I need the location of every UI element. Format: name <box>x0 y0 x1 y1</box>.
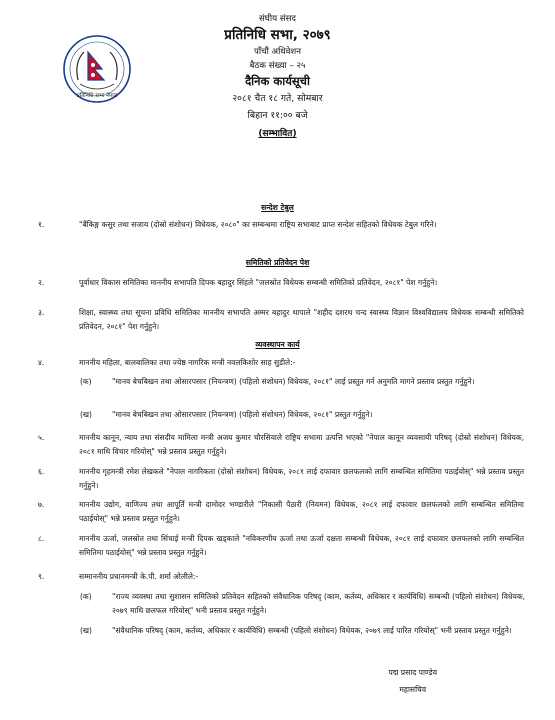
agenda-time: बिहान ११:०० बजे <box>247 110 308 121</box>
item-text: पूर्वाधार विकास समितिका माननीय सभापति दिपक बहादुर सिंहले "जलस्रोत विधेयक सम्बन्धी समितिको प्रतिवेदन, २०८१" पेश गर्नुहुने। <box>79 278 438 287</box>
section-committee-report: समितिको प्रतिवेदन पेश <box>245 258 310 267</box>
subitem-number: (क) <box>80 377 92 386</box>
daily-agenda-title: दैनिक कार्यसूची <box>245 74 310 88</box>
subitem-text: "संवैधानिक परिषद् (काम, कर्तव्य, अधिकार र कार्यविधि) सम्बन्धी (पहिलो संशोधन) विधेयक, २०७९ लाई पारित गरियोस्" भनी प्रस्ताव प्रस्तुत गर्नुहुने। <box>112 626 512 635</box>
signatory-name: पद्म प्रसाद पाण्डेय <box>388 668 437 677</box>
session-label: पाँचौं अधिवेशन <box>254 47 301 57</box>
subitem-text: "राज्य व्यवस्था तथा सुशासन समितिको प्रतिवेदन सहितको संवैधानिक परिषद् (काम, कर्तव्य, अधिकार र कार्यविधि) सम्बन्धी (पहिलो संशोधन) विधेयक, २०७९ माथि छलफल गरियोस्" भनी प्रस्ताव प्रस्तुत गर्नुहुने। <box>112 592 525 615</box>
item-text: शिक्षा, स्वास्थ्य तथा सूचना प्रविधि समितिका माननीय सभापति अम्मर बहादुर थापाले "शहीद दशरथ चन्द स्वास्थ्य विज्ञान विश्वविद्यालय विधेयक सम्बन्धी समितिको प्रतिवेदन, २०८१" पेश गर्नुहुने। <box>79 308 524 331</box>
item-number: २. <box>38 278 45 287</box>
item-text: माननीय उद्योग, वाणिज्य तथा आपूर्ति मन्त्री दामोदर भण्डारीले "निकासी पैठारी (नियमन) विधेयक, २०८१ लाई दफावार छलफलको लागि सम्बन्धित समितिमा पठाईयोस्" भन्ने प्रस्ताव प्रस्तुत गर्नुहुने। <box>79 500 524 523</box>
item-text: माननीय गृहमन्त्री रमेश लेखकले "नेपाल नागरिकता (दोस्रो संशोधन) विधेयक, २०८१ लाई दफावार छलफलको लागि सम्बन्धित समितिमा पठाईयोस्" भन्ने प्रस्ताव प्रस्तुत गर्नुहुने। <box>79 467 524 490</box>
item-text: सम्माननीय प्रधानमन्त्री के.पी. शर्मा ओलीले:- <box>79 572 199 581</box>
signature-block <box>388 664 437 698</box>
item-number: ८. <box>38 534 45 543</box>
subitem-text: "मानव बेचबिखन तथा ओसारपसार (नियन्त्रण) (पहिलो संशोधन) विधेयक, २०८१" लाई प्रस्तुत गर्न अनुमति मागने प्रस्ताव प्रस्तुत गर्नुहुने। <box>112 377 475 386</box>
item-number: ६. <box>38 467 45 476</box>
section-message-table: सन्देश टेबुल <box>261 203 294 212</box>
item-text: माननीय कानून, न्याय तथा संसदीय मामिला मन्त्री अजय कुमार चौरसियाले राष्ट्रिय सभामा उत्पत्ति भएको "नेपाल कानून व्यवसायी परिषद् (दोस्रो संशोधन) विधेयक, २०८१ माथि विचार गरियोस्" भन्ने प्रस्ताव प्रस्तुत गर्नुहुने। <box>79 433 524 456</box>
signatory-title: महासचिव <box>399 685 427 694</box>
item-number: ३. <box>38 308 45 317</box>
item-number: ४. <box>38 358 45 367</box>
emblem-caption: प्रतिनिधि सभा नेपाल <box>76 93 118 99</box>
item-text: माननीय महिला, बालबालिका तथा ज्येष्ठ नागरिक मन्त्री नवलकिशोर साह सुडीले:- <box>79 358 296 367</box>
item-number: ५. <box>38 433 45 442</box>
subitem-text: "मानव बेचबिखन तथा ओसारपसार (नियन्त्रण) (पहिलो संशोधन) विधेयक, २०८१" प्रस्तुत गर्नुहुने। <box>112 410 373 419</box>
agenda-header <box>0 12 555 142</box>
agenda-date: २०८१ चैत १८ गते, सोमबार <box>232 93 323 104</box>
item-number: ९. <box>38 572 45 581</box>
subitem-number: (ख) <box>80 410 92 419</box>
section-legislative-business: व्यवस्थापन कार्य <box>255 340 300 349</box>
house-title: प्रतिनिधि सभा, २०७९ <box>224 27 331 43</box>
subitem-number: (क) <box>80 592 92 601</box>
subitem-number: (ख) <box>80 626 92 635</box>
item-text: "बैंकिङ्ग कसुर तथा सजाय (दोस्रो संशोधन) विधेयक, २०८०" का सम्बन्धमा राष्ट्रिय सभाबाट प्राप्त सन्देश सहितको विधेयक टेबुल गरिने। <box>79 220 437 229</box>
item-number: ७. <box>38 500 45 509</box>
federal-parliament-label: संघीय संसद <box>258 14 296 24</box>
meeting-number: बैठक संख्या – २५ <box>249 61 306 71</box>
tentative-label: (सम्भावित) <box>258 129 297 139</box>
item-text: माननीय ऊर्जा, जलस्रोत तथा सिंचाई मन्त्री दिपक खड्काले "नविकरणीय ऊर्जा तथा ऊर्जा दक्षता सम्बन्धी विधेयक, २०८१ लाई दफावार छलफलको लागि सम्बन्धित समितिमा पठाईयोस्" भन्ने प्रस्ताव प्रस्तुत गर्नुहुने। <box>79 534 524 557</box>
item-number: १. <box>38 220 45 229</box>
